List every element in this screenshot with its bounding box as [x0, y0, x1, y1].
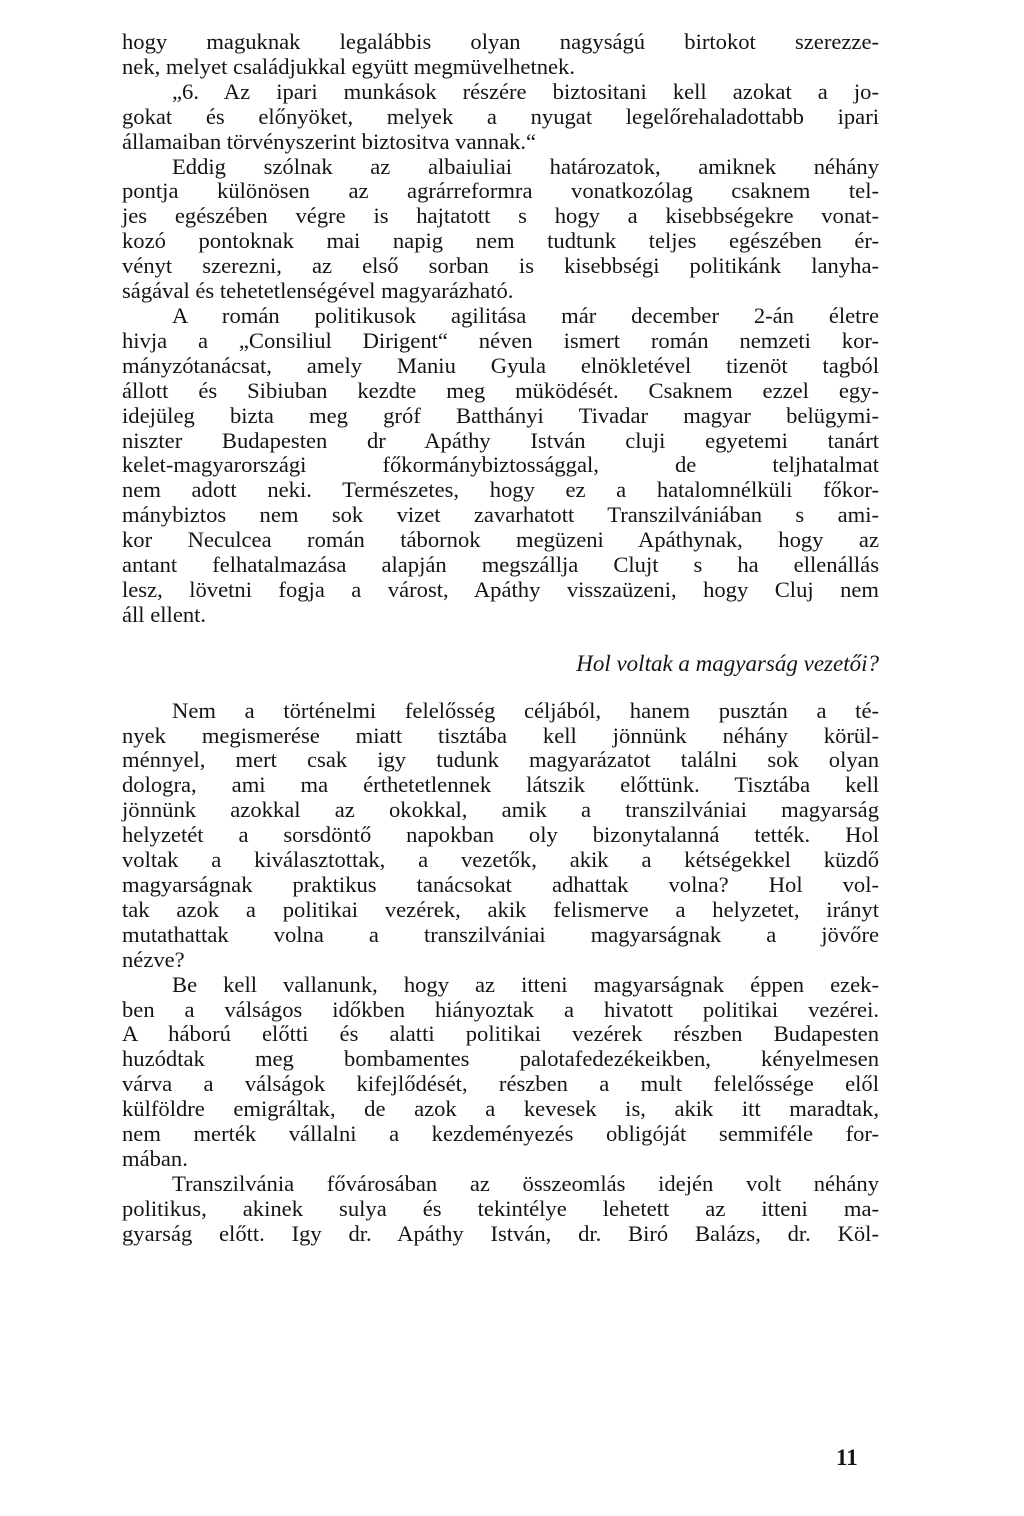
text-line: államaiban törvényszerint biztositva vannak.“	[122, 128, 537, 154]
text-line: Be kell vallanunk, hogy az itteni magyarságnak éppen ezek-	[172, 971, 879, 997]
text-line: gokat és előnyöket, melyek a nyugat legelőrehaladottabb ipari	[122, 103, 879, 129]
text-line: antant felhatalmazása alapján megszállja Clujt s ha ellenállás	[122, 552, 879, 578]
text-line: mányzótanácsat, amely Maniu Gyula elnökletével tizenöt tagból	[122, 352, 879, 378]
text-line: állott és Sibiuban kezdte meg müködését. Csaknem ezzel egy-	[122, 377, 879, 403]
text-line: lesz, lövetni fogja a várost, Apáthy visszaüzeni, hogy Cluj nem	[122, 576, 879, 602]
text-line: kelet-magyarországi főkormánybiztossággal, de teljhatalmat	[122, 452, 879, 478]
text-line: tak azok a politikai vezérek, akik felismerve a helyzetet, irányt	[122, 896, 879, 922]
paragraph-5	[122, 699, 879, 973]
text-line: idejüleg bizta meg gróf Batthányi Tivadar magyar belügymi-	[122, 402, 879, 428]
text-line: nek, melyet családjukkal együtt megmüvelhetnek.	[122, 53, 575, 79]
text-line: nem adott neki. Természetes, hogy ez a hatalomnélküli főkor-	[122, 477, 879, 503]
text-line: helyzetét a sorsdöntő napokban oly bizonytalanná tették. Hol	[122, 822, 879, 848]
section-heading: Hol voltak a magyarság vezetői?	[576, 650, 879, 676]
text-line: nézve?	[122, 946, 185, 972]
text-line: nyek megismerése miatt tisztába kell jönnünk néhány körül-	[122, 722, 879, 748]
text-line: voltak a kiválasztottak, a vezetők, akik a kétségekkel küzdő	[122, 847, 879, 873]
text-line: mutathattak volna a transzilvániai magyarságnak a jövőre	[122, 921, 879, 947]
text-line: Transzilvánia fővárosában az összeomlás idején volt néhány	[172, 1170, 879, 1196]
text-line: várva a válságok kifejlődését, részben a mult felelőssége elől	[122, 1071, 879, 1097]
text-line: dologra, ami ma érthetetlennek látszik előttünk. Tisztába kell	[122, 772, 879, 798]
text-line: politikus, akinek sulya és tekintélye lehetett az itteni ma-	[122, 1195, 879, 1221]
text-line: „6. Az ipari munkások részére biztositani kell azokat a jo-	[172, 78, 879, 104]
text-line: ben a válságos időkben hiányoztak a hivatott politikai vezérei.	[122, 996, 879, 1022]
text-line: ságával és tehetetlenségével magyarázható.	[122, 278, 514, 304]
text-line: A román politikusok agilitása már december 2-án életre	[172, 302, 879, 328]
text-line: niszter Budapesten dr Apáthy István cluji egyetemi tanárt	[122, 427, 879, 453]
paragraph-7	[122, 1172, 879, 1247]
paragraph-3	[122, 155, 879, 304]
text-line: hivja a „Consiliul Dirigent“ néven ismert román nemzeti kor-	[122, 327, 879, 353]
paragraph-2	[122, 80, 879, 155]
text-line: hogy maguknak legalábbis olyan nagyságú birtokot szerezze-	[122, 29, 879, 54]
text-line: gyarság előtt. Igy dr. Apáthy István, dr. Biró Balázs, dr. Köl-	[122, 1220, 879, 1246]
text-line: jönnünk azokkal az okokkal, amik a transzilvániai magyarság	[122, 797, 879, 823]
text-line: magyarságnak praktikus tanácsokat adhattak volna? Hol vol-	[122, 872, 879, 897]
text-line: nem merték vállalni a kezdeményezés obligóját semmiféle for-	[122, 1121, 879, 1147]
paragraph-6	[122, 973, 879, 1172]
text-line: Nem a történelmi felelősség céljából, hanem pusztán a té-	[172, 697, 879, 723]
text-line: huzódtak meg bombamentes palotafedezékeikben, kényelmesen	[122, 1046, 879, 1072]
text-line: jes egészében végre is hajtatott s hogy a kisebbségekre vonat-	[122, 203, 879, 229]
text-line: áll ellent.	[122, 601, 207, 627]
paragraph-1	[122, 30, 879, 80]
text-line: mában.	[122, 1145, 188, 1171]
text-line: kor Neculcea román tábornok megüzeni Apáthynak, hogy az	[122, 527, 879, 553]
page-body	[122, 30, 879, 1247]
text-line: külföldre emigráltak, de azok a kevesek is, akik itt maradtak,	[122, 1096, 879, 1122]
text-line: mánybiztos nem sok vizet zavarhatott Transzilvániában s ami-	[122, 502, 879, 528]
paragraph-4	[122, 304, 879, 628]
text-line: Eddig szólnak az albaiuliai határozatok, amiknek néhány	[172, 153, 879, 179]
text-line: vényt szerezni, az első sorban is kisebbségi politikánk lanyha-	[122, 253, 879, 279]
page-number: 11	[836, 1445, 858, 1470]
text-line: kozó pontoknak mai napig nem tudtunk teljes egészében ér-	[122, 228, 879, 254]
text-line: A háború előtti és alatti politikai vezérek részben Budapesten	[122, 1021, 879, 1047]
text-line: pontja különösen az agrárreformra vonatkozólag csaknem tel-	[122, 178, 879, 204]
text-line: ménnyel, mert csak igy tudunk magyarázatot találni sok olyan	[122, 747, 879, 773]
